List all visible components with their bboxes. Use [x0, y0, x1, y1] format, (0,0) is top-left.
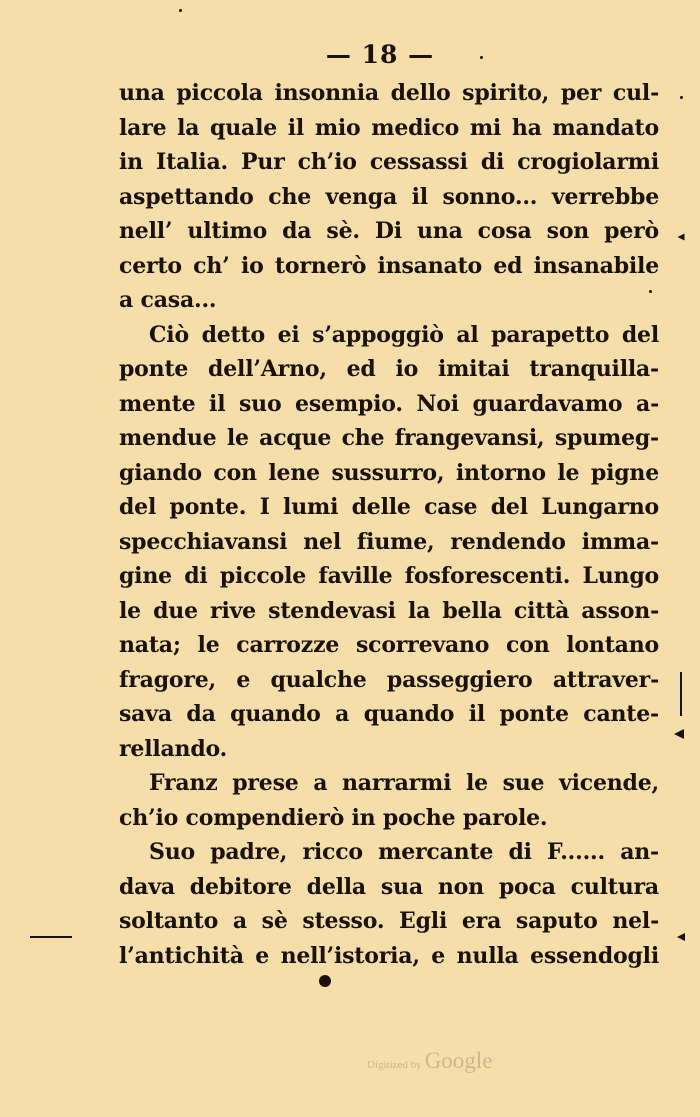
text-line: specchiavansi nel fiume, rendendo imma- — [119, 528, 659, 555]
text-line: dava debitore della sua non poca cultura — [119, 873, 659, 900]
text-line: l’antichità e nell’istoria, e nulla essendogli — [119, 942, 659, 969]
text-line: una piccola insonnia dello spirito, per cul- — [119, 80, 659, 106]
text-line: giando con lene sussurro, intorno le pigne — [119, 459, 659, 486]
page-number: — 18 — — [325, 40, 435, 69]
text-line: in Italia. Pur ch’io cessassi di crogiolarmi — [119, 149, 659, 175]
text-line: mente il suo esempio. Noi guardavamo a- — [119, 390, 659, 417]
text-line: Suo padre, ricco mercante di F...... an- — [149, 839, 659, 865]
watermark-brand: Google — [424, 1048, 493, 1073]
watermark-prefix: Digitized by — [367, 1059, 422, 1071]
digitization-watermark — [367, 1048, 492, 1074]
speck — [680, 96, 683, 99]
text-line: sava da quando a quando il ponte cante- — [119, 701, 659, 727]
text-line: a casa... — [119, 287, 217, 313]
speck — [179, 9, 182, 12]
text-line: ponte dell’Arno, ed io imitai tranquilla- — [119, 356, 659, 382]
text-line: ch’io compendierò in poche parole. — [119, 804, 548, 831]
margin-arrow-icon — [677, 933, 685, 941]
speck — [480, 56, 483, 59]
text-line: lare la quale il mio medico mi ha mandato — [119, 114, 659, 141]
text-line: fragore, e qualche passeggiero attraver- — [119, 666, 659, 693]
text-line: rellando. — [119, 735, 228, 762]
text-line: aspettando che venga il sonno... verrebbe — [119, 183, 659, 210]
margin-rule-mark — [30, 936, 72, 938]
ink-blot — [319, 975, 331, 987]
margin-vertical-bar — [680, 672, 682, 716]
text-line: Franz prese a narrarmi le sue vicende, — [149, 770, 659, 796]
text-line: Ciò detto ei s’appoggiò al parapetto del — [149, 321, 659, 348]
body-text — [119, 76, 659, 973]
margin-arrow-icon — [678, 234, 685, 241]
text-line: certo ch’ io tornerò insanato ed insanabile — [119, 252, 659, 279]
text-line: mendue le acque che frangevansi, spumeg- — [119, 425, 659, 451]
speck — [649, 290, 652, 293]
text-line: del ponte. I lumi delle case del Lungarno — [119, 494, 659, 520]
text-line: gine di piccole faville fosforescenti. Lungo — [119, 563, 659, 589]
text-line: nata; le carrozze scorrevano con lontano — [119, 632, 659, 658]
text-line: le due rive stendevasi la bella città asson- — [119, 597, 659, 624]
text-line: soltanto a sè stesso. Egli era saputo nel- — [119, 908, 659, 934]
margin-arrow-icon — [674, 729, 684, 739]
text-line: nell’ ultimo da sè. Di una cosa son però — [119, 218, 659, 244]
